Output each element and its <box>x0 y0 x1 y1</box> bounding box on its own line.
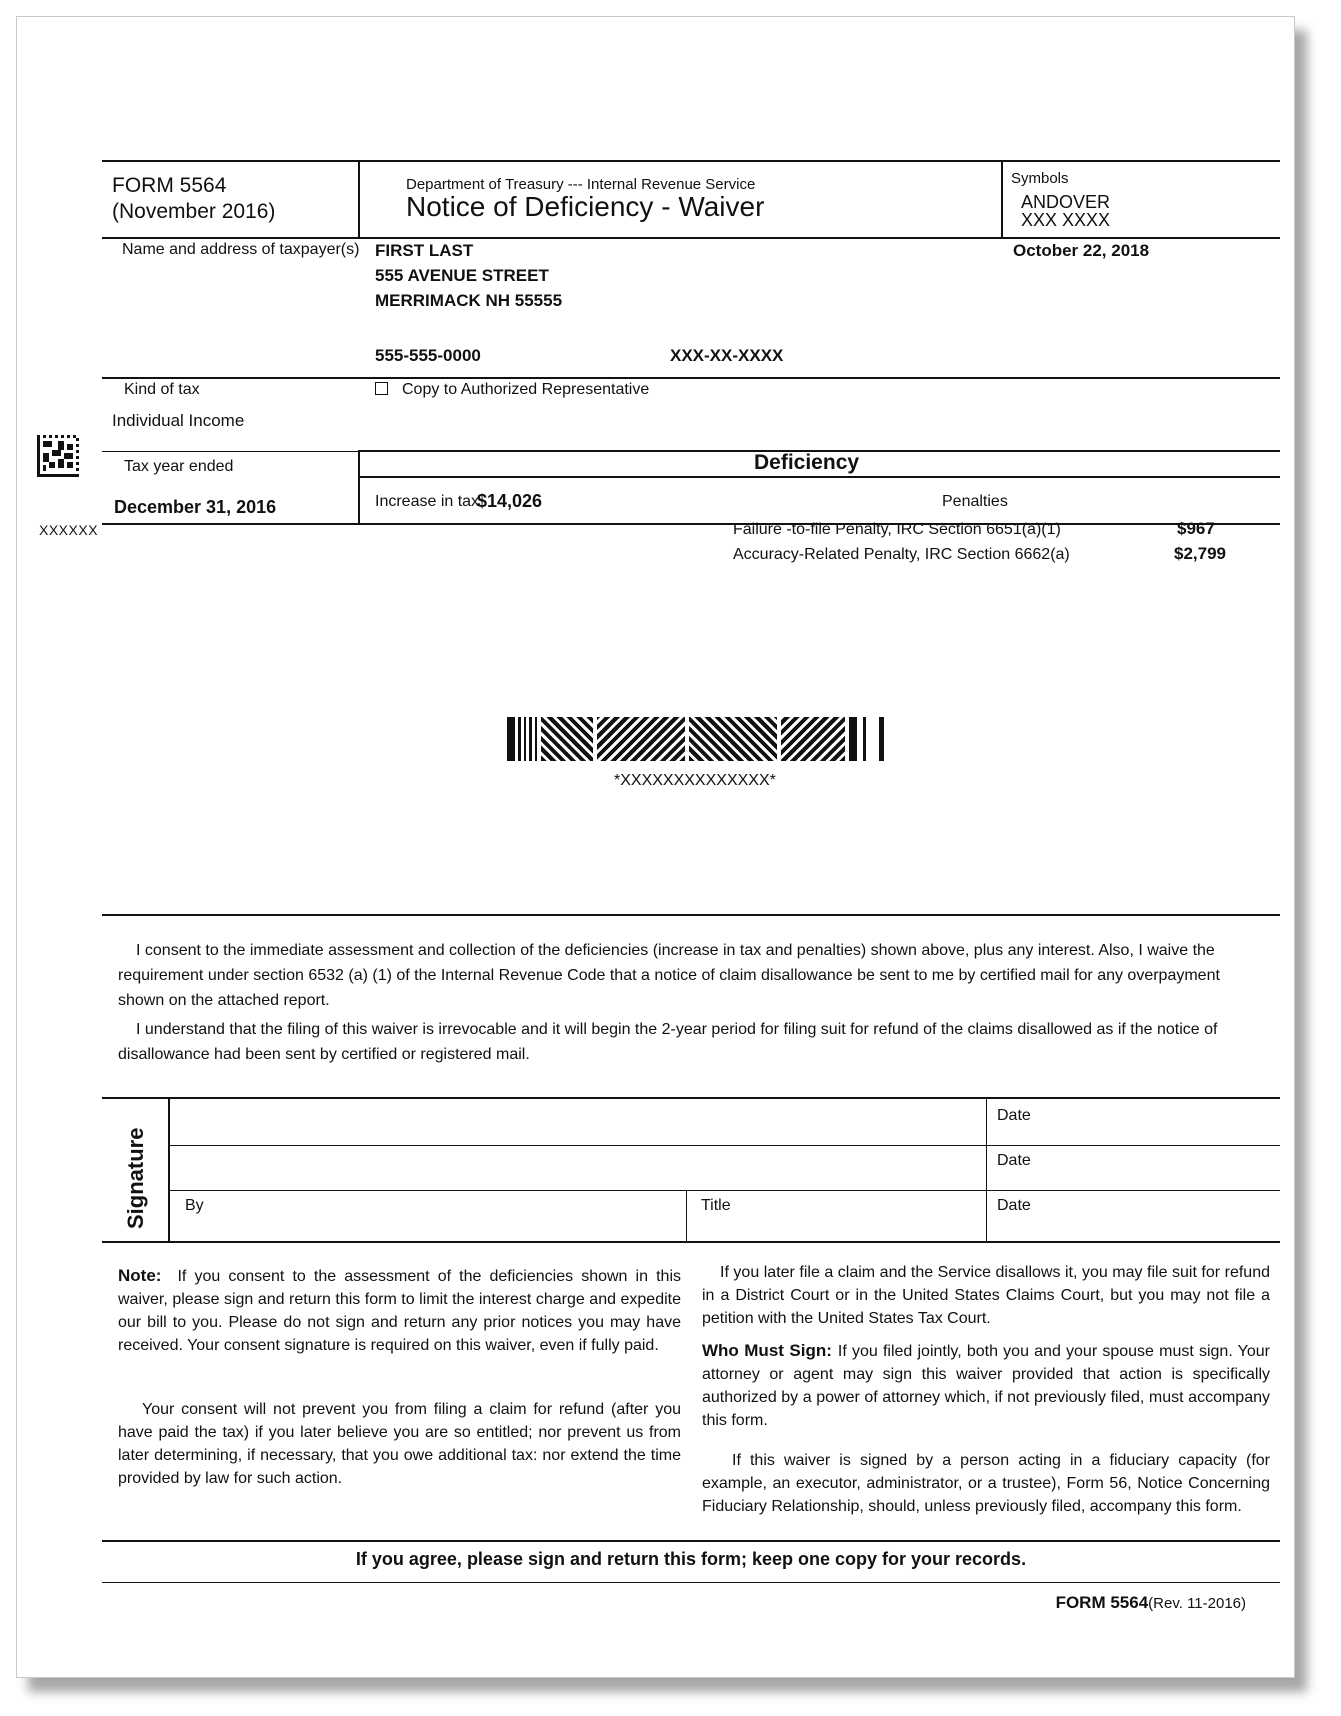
signature-date-divider <box>986 1097 987 1243</box>
taxpayer-phone: 555-555-0000 <box>375 346 481 365</box>
header-bottom-rule <box>102 237 1280 239</box>
copy-to-representative[interactable] <box>375 381 649 399</box>
form-title: Notice of Deficiency - Waiver <box>406 191 765 222</box>
header-top-rule <box>102 160 1280 162</box>
symbols-line-2: XXX XXXX <box>1021 210 1111 230</box>
taxpayer-street: 555 AVENUE STREET <box>375 266 549 285</box>
date-label-1: Date <box>997 1107 1031 1124</box>
datamatrix-icon <box>37 435 79 477</box>
footer-form-id <box>1056 1593 1246 1613</box>
by-field[interactable] <box>170 1191 686 1241</box>
deficiency-header-rule <box>358 476 1280 478</box>
who-must-sign-heading: Who Must Sign: <box>702 1341 832 1360</box>
date-label-3: Date <box>997 1197 1031 1214</box>
signature-line-1[interactable] <box>170 1099 986 1145</box>
copy-checkbox[interactable] <box>375 382 388 395</box>
increase-in-tax-label: Increase in tax <box>375 493 480 510</box>
symbols-line-1: ANDOVER <box>1021 192 1111 212</box>
symbols-label: Symbols <box>1011 170 1069 187</box>
signature-bottom-rule <box>102 1241 1280 1243</box>
tax-year-label: Tax year ended <box>124 458 234 475</box>
footer-instruction: If you agree, please sign and return this form; keep one copy for your records. <box>355 1549 1027 1569</box>
note-paragraph-2: Your consent will not prevent you from filing a claim for refund (after you have paid the tax) if you later believe you are so entitled; nor prevent us from later determining, if necessary, that you owe additional tax: nor extend the time provided by law for such action. <box>118 1401 681 1487</box>
form-revision: (November 2016) <box>112 200 276 223</box>
consent-paragraph-2: I understand that the filing of this waiver is irrevocable and it will begin the 2-year period for filing suit for refund of the claims disallowed as if the notice of disallowance had been sent by certified or registered mail. <box>118 1021 1218 1063</box>
copy-label: Copy to Authorized Representative <box>402 381 650 398</box>
deficiency-header: Deficiency <box>754 451 860 474</box>
penalty-amount-2: $2,799 <box>1174 544 1226 563</box>
consent-top-rule <box>102 914 1280 916</box>
signature-label: Signature <box>123 1127 148 1229</box>
taxpayer-name: FIRST LAST <box>375 241 474 260</box>
form-number: FORM 5564 <box>112 174 227 197</box>
form-page <box>16 16 1295 1678</box>
note-heading: Note: <box>118 1266 162 1285</box>
consent-paragraph-1: I consent to the immediate assessment and collection of the deficiencies (increase in tax and penalties) shown above, plus any interest. Also, I waive the requirement under section 6532 (a) (1) of the Internal Revenue Code that a notice of claim disallowance be sent to me by certified mail for any overpayment shown on the attached report. <box>118 942 1220 1009</box>
department-line: Department of Treasury --- Internal Revenue Service <box>406 176 756 193</box>
taxpayer-label: Name and address of taxpayer(s) <box>122 241 360 258</box>
title-label: Title <box>701 1197 731 1214</box>
footer-bottom-rule <box>102 1582 1280 1583</box>
deficiency-bottom-rule <box>102 523 1280 525</box>
barcode-icon <box>507 717 885 761</box>
fiduciary-paragraph: If this waiver is signed by a person acting in a fiduciary capacity (for example, an executor, administrator, or a trustee), Form 56, Notice Concerning Fiduciary Relationship, should, unless previously filed, accompany this form. <box>702 1452 1270 1515</box>
footer-top-rule <box>102 1540 1280 1542</box>
who-must-sign-paragraph <box>702 1339 1270 1432</box>
footer-form-rev: (Rev. 11-2016) <box>1148 1595 1246 1612</box>
title-field[interactable] <box>687 1191 986 1241</box>
penalties-label: Penalties <box>942 493 1008 510</box>
kind-of-tax-label: Kind of tax <box>124 381 200 398</box>
tax-year-top-rule <box>102 451 358 452</box>
date-label-2: Date <box>997 1152 1031 1169</box>
barcode-text: *XXXXXXXXXXXXXX* <box>614 772 776 789</box>
refund-suit-paragraph: If you later file a claim and the Service disallows it, you may file suit for refund in a District Court or in the United States Claims Court, but you may not file a petition with the United States Tax Court. <box>702 1264 1270 1327</box>
penalty-label-2: Accuracy-Related Penalty, IRC Section 6662(a) <box>733 546 1070 563</box>
taxpayer-ssn: XXX-XX-XXXX <box>670 346 784 365</box>
penalty-label-1: Failure -to-file Penalty, IRC Section 6651(a)(1) <box>733 521 1061 538</box>
side-code: XXXXXX <box>39 522 99 538</box>
note-paragraph-1-text: If you consent to the assessment of the deficiencies shown in this waiver, please sign and return this form to limit the interest charge and expedite our bill to you. Please do not sign and return any prior notices you may have received. Your consent signature is required on this waiver, even if fully paid. <box>118 1268 681 1354</box>
tax-year-value: December 31, 2016 <box>114 497 277 517</box>
who-must-sign-text: If you filed jointly, both you and your spouse must sign. Your attorney or agent may sign this waiver provided that action is specifically authorized by a power of attorney which, if not previously filed, must accompany this form. <box>702 1343 1270 1429</box>
signature-line-2[interactable] <box>170 1146 986 1190</box>
taxpayer-bottom-rule <box>102 377 1280 379</box>
footer-form-number: FORM 5564 <box>1055 1593 1149 1612</box>
kind-of-tax-value: Individual Income <box>112 411 245 430</box>
header-divider-left <box>358 160 360 239</box>
tax-year-divider <box>358 450 360 525</box>
notice-date: October 22, 2018 <box>1013 241 1150 260</box>
note-paragraph-1 <box>118 1264 681 1357</box>
increase-in-tax-value: $14,026 <box>477 491 543 511</box>
header-divider-right <box>1001 160 1003 239</box>
taxpayer-city: MERRIMACK NH 55555 <box>375 291 563 310</box>
by-label: By <box>185 1197 204 1214</box>
penalty-amount-1: $967 <box>1177 519 1215 538</box>
